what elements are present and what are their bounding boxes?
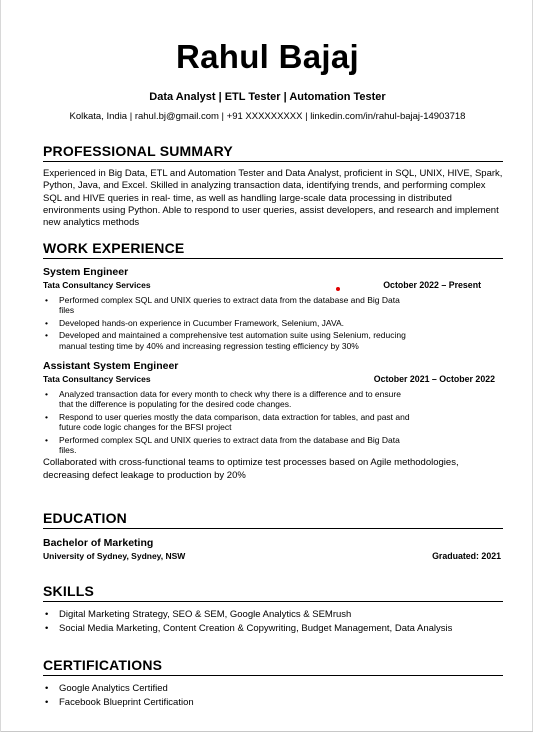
- list-item: • Developed and maintained a comprehensive test automation suite using Selenium, reducing manual testing time by 40% and increasing regression testing efficiency by 30%: [45, 330, 406, 351]
- bullet-icon: •: [45, 434, 48, 445]
- education-title: EDUCATION: [43, 510, 503, 529]
- school: University of Sydney, Sydney, NSW: [43, 551, 186, 561]
- experience-section: [43, 240, 503, 482]
- list-item: • Developed hands-on experience in Cucumber Framework, Selenium, JAVA.: [45, 317, 345, 328]
- job-meta: [43, 280, 503, 290]
- list-item: • Social Media Marketing, Content Creation & Copywriting, Budget Management, Data Analysis: [45, 623, 453, 634]
- bullet-icon: •: [45, 317, 48, 328]
- list-item: • Google Analytics Certified: [45, 683, 168, 694]
- contact-line: Kolkata, India | rahul.bj@gmail.com | +91 XXXXXXXXX | linkedin.com/in/rahul-bajaj-14903718: [69, 111, 466, 122]
- summary-section: [43, 143, 503, 229]
- skills-list: [43, 608, 503, 636]
- job-dates: October 2022 – Present: [383, 280, 481, 290]
- list-item: • Performed complex SQL and UNIX queries to extract data from the database and Big Data files.: [45, 434, 400, 456]
- certifications-title: CERTIFICATIONS: [43, 657, 503, 676]
- candidate-name: Rahul Bajaj: [175, 38, 359, 75]
- bullet-icon: •: [45, 609, 49, 620]
- skills-title: SKILLS: [43, 583, 503, 602]
- education-meta: [43, 551, 503, 561]
- job-bullet-list: [43, 389, 415, 455]
- bullet-icon: •: [45, 697, 49, 708]
- job-dates: October 2021 – October 2022: [373, 374, 495, 385]
- list-item: • Facebook Blueprint Certification: [45, 697, 194, 708]
- job-bullet-list: [43, 295, 415, 351]
- bullet-icon: •: [45, 683, 49, 694]
- certifications-list: [43, 682, 503, 710]
- skills-section: [43, 583, 503, 636]
- bullet-icon: •: [45, 389, 48, 400]
- red-marker-dot: [336, 287, 340, 291]
- summary-title: PROFESSIONAL SUMMARY: [43, 143, 503, 162]
- job-entry-2: [43, 360, 503, 482]
- list-item: • Analyzed transaction data for every month to check why there is a difference and to ensure that the difference is populating for the desired code changes.: [45, 389, 401, 410]
- job-meta: [43, 374, 503, 384]
- bullet-icon: •: [45, 623, 49, 634]
- experience-title: WORK EXPERIENCE: [43, 240, 503, 259]
- graduation-date: Graduated: 2021: [432, 551, 501, 561]
- education-section: [43, 510, 503, 561]
- job-role: Assistant System Engineer: [43, 360, 179, 373]
- job-titles: Data Analyst | ETL Tester | Automation Tester: [149, 91, 386, 103]
- bullet-icon: •: [45, 295, 48, 305]
- bullet-icon: •: [45, 330, 48, 341]
- list-item: • Respond to user queries mostly the data comparison, data extraction for tables, and past and future code logic changes for the BFSI project: [45, 411, 410, 433]
- degree: Bachelor of Marketing: [43, 537, 154, 549]
- job-entry-1: [43, 266, 503, 351]
- job-note: Collaborated with cross-functional teams to optimize test processes based on Agile methodologies, decreasing defect leakage to production by 20%: [43, 457, 459, 481]
- summary-text: Experienced in Big Data, ETL and Automation Tester and Data Analyst, proficient in SQL, UNIX, HIVE, Spark, Python, Java, and Excel. Skilled in analyzing transaction data, identifying trends, and performing complex SQL and HIVE queries in real- time, as well as handling large-scale data processing in distributed environments using Python. Able to respond to user queries, assist developers, and research and implement new analytics methods: [43, 168, 503, 229]
- bullet-icon: •: [45, 411, 48, 422]
- job-company: Tata Consultancy Services: [43, 280, 151, 290]
- list-item: • Digital Marketing Strategy, SEO & SEM, Google Analytics & SEMrush: [45, 609, 352, 620]
- list-item: • Performed complex SQL and UNIX queries to extract data from the database and Big Data files: [45, 295, 400, 316]
- certifications-section: [43, 657, 503, 710]
- job-role: System Engineer: [43, 266, 129, 278]
- job-company: Tata Consultancy Services: [43, 374, 151, 385]
